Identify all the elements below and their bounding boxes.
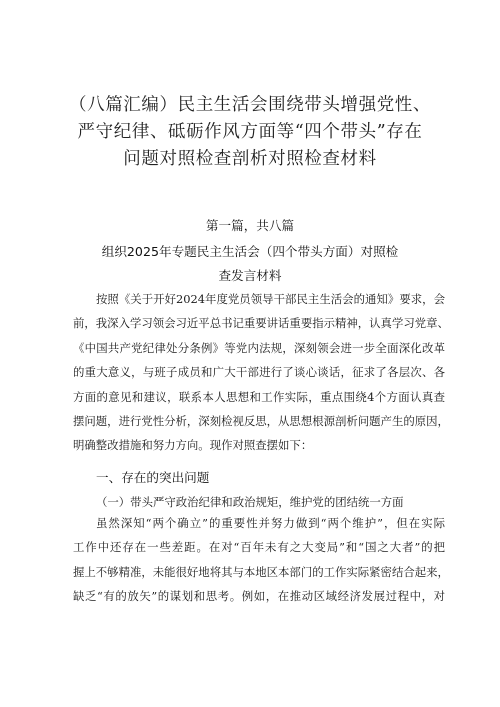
paragraph-line: 《中国共产党纪律处分条例》等党内法规，深刻领会进一步全面深化改革 [73, 340, 445, 355]
paragraph-line: 方面的意见和建议，联系本人思想和工作实际，重点围绕4个方面认真查 [73, 389, 445, 404]
title-line: （八篇汇编）民主生活会围绕带头增强党性、 [69, 95, 431, 115]
paragraph-line: 缺乏“有的放矢”的谋划和思考。例如，在推动区域经济发展过程中，对 [73, 589, 445, 604]
intro-paragraph [73, 287, 449, 458]
paragraph-line: 按照《关于开好2024年度党员领导干部民主生活会的通知》要求，会 [96, 292, 445, 306]
body-paragraph [73, 511, 449, 609]
doc-heading-line: 查发言材料 [218, 268, 282, 283]
title-line: 严守纪律、砥砺作风方面等“四个带头”存在 [77, 122, 423, 142]
paragraph-line: 摆问题，进行党性分析，深刻检视反思，从思想根源剖析问题产生的原因， [73, 413, 449, 428]
paragraph-line: 明确整改措施和努力方向。现作对照查摆如下： [73, 438, 313, 453]
title-line: 问题对照检查剖析对照检查材料 [123, 149, 377, 169]
section-heading: 一、存在的突出问题 [96, 470, 210, 485]
sub-section-heading: （一）带头严守政治纪律和政治规矩，维护党的团结统一方面 [96, 495, 404, 509]
paragraph-line: 工作中还存在一些差距。在对“百年未有之大变局”和“国之大者”的把 [73, 540, 445, 555]
paragraph-line: 前，我深入学习领会习近平总书记重要讲话重要指示精神，认真学习党章、 [73, 316, 449, 331]
paragraph-line: 握上不够精准，未能很好地将其与本地区本部门的工作实际紧密结合起来， [73, 564, 449, 579]
part-label: 第一篇，共八篇 [205, 218, 295, 233]
paragraph-line: 的重大意义，与班子成员和广大干部进行了谈心谈话，征求了各层次、各 [73, 365, 445, 380]
doc-heading-line: 组织2025年专题民主生活会（四个带头方面）对照检 [101, 244, 399, 259]
document-title [60, 92, 440, 173]
paragraph-line: 虽然深知“两个确立”的重要性并努力做到“两个维护”，但在实际 [96, 516, 445, 530]
